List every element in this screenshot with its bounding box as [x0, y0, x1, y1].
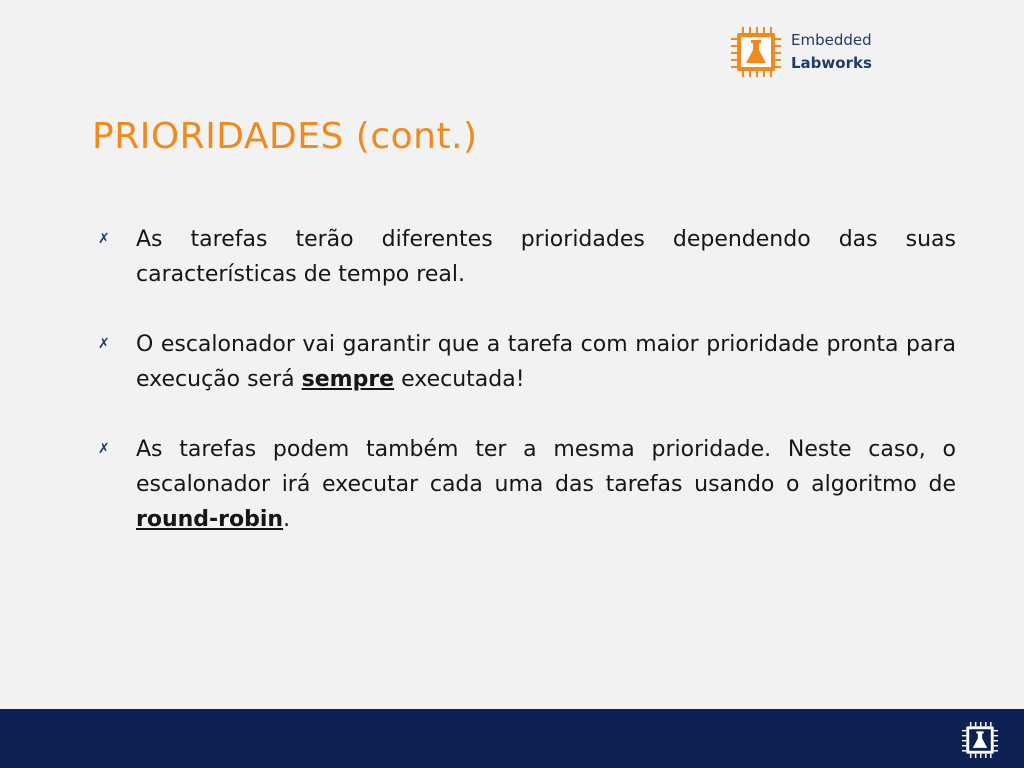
bullet-text-pre: As tarefas podem também ter a mesma prioridade. Neste caso, o escalonador irá executar cada uma das tarefas usando o algoritmo de	[136, 437, 956, 497]
bullet-item	[96, 432, 956, 537]
bullet-list	[96, 222, 956, 572]
bullet-text	[136, 327, 956, 397]
bullet-text-emphasis: round-robin	[136, 507, 284, 532]
brand-line-2: Labworks	[791, 54, 872, 72]
bullet-text-post: executada!	[394, 367, 525, 392]
brand-line-1: Embedded	[791, 31, 872, 49]
bullet-item	[96, 327, 956, 397]
bullet-text-emphasis: sempre	[301, 367, 395, 392]
bullet-text-post: .	[283, 507, 291, 532]
slide-title: PRIORIDADES (cont.)	[92, 116, 478, 157]
bullet-text-pre: As tarefas terão diferentes prioridades dependendo das suas características de tempo real.	[136, 227, 956, 287]
footer-bar	[0, 709, 1024, 768]
chip-flask-icon	[962, 722, 998, 758]
bullet-text-pre: O escalonador vai garantir que a tarefa com maior prioridade pronta para execução será	[136, 332, 956, 392]
embedded-labworks-logo	[731, 27, 872, 77]
bullet-item	[96, 222, 956, 292]
chip-flask-icon	[731, 27, 781, 77]
bullet-x-icon: ✗	[98, 441, 110, 457]
bullet-text	[136, 432, 956, 537]
bullet-x-icon: ✗	[98, 231, 110, 247]
bullet-text	[136, 222, 956, 292]
bullet-x-icon: ✗	[98, 336, 110, 352]
